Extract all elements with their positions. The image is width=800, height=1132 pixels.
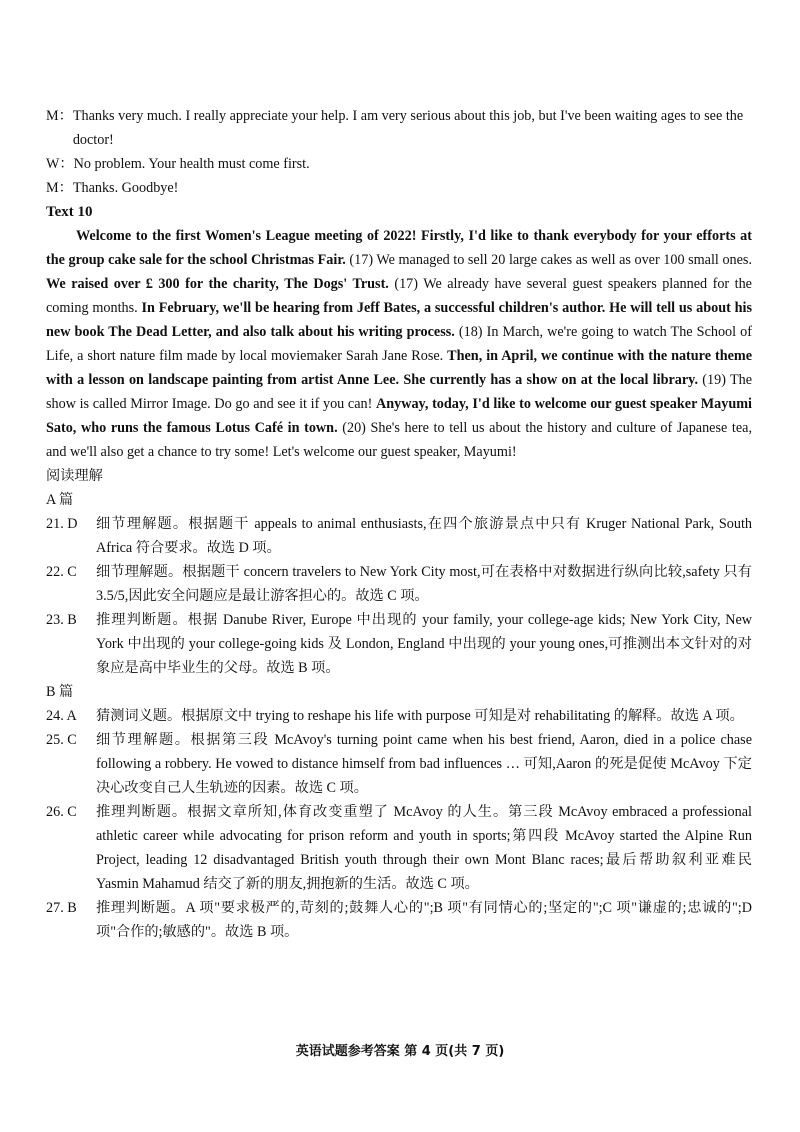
answer-item (46, 512, 752, 560)
speaker: M： (46, 108, 73, 124)
answer-item (46, 560, 752, 608)
answer-item (46, 608, 752, 680)
part-a-label: A 篇 (46, 492, 74, 508)
text-10-heading: Text 10 (46, 204, 93, 220)
answer-explanation: 细节理解题。根据题干 concern travelers to New York City most,可在表格中对数据进行纵向比较,safety 只有 3.5/5,因此安全问题应是最让游客担心的。故选 C 项。 (96, 564, 752, 604)
transcript-text: (20) She's here to tell us about the history and culture of Japanese tea, and we'll also get a chance to try some! Let's welcome our guest speaker, Mayumi! (46, 420, 753, 460)
utterance: Thanks. Goodbye! (72, 180, 179, 196)
answer-explanation: 推理判断题。根据文章所知,体育改变重塑了 McAvoy 的人生。第三段 McAvoy embraced a professional athletic career while advocating for prison reform and youth in sports;第四段 McAvoy started the Alpine Run Project, leading 12 disadvantaged British youth through their own Mont Blanc races;最后帮助叙利亚难民 Yasmin Mahamud 结交了新的朋友,拥抱新的生活。故选 C 项。 (96, 804, 752, 892)
transcript-text: (19) The show is called Mirror Image. Do go and see it if you can! (46, 372, 753, 412)
answer-page (46, 104, 752, 944)
reading-section-title: 阅读理解 (46, 468, 103, 484)
answer-explanation: 细节理解题。根据第三段 McAvoy's turning point came when his best friend, Aaron, died in a police chase following a robbery. He vowed to distance himself from bad influences … 可知,Aaron 的死是促使 McAvoy 下定决心改变自己人生轨迹的因素。故选 C 项。 (96, 732, 752, 796)
part-b-label: B 篇 (46, 684, 74, 700)
utterance: No problem. Your health must come first. (73, 156, 310, 172)
transcript-text: (17) We already have several guest speakers planned for the coming months. (46, 276, 752, 316)
dialogue-line (46, 176, 752, 200)
answer-item (46, 800, 752, 896)
part-b-answers (46, 704, 752, 944)
answer-explanation: 猜测词义题。根据原文中 trying to reshape his life with purpose 可知是对 rehabilitating 的解释。故选 A 项。 (96, 708, 744, 724)
answer-number: 22. C (46, 564, 77, 580)
answer-item (46, 728, 752, 800)
dialogue (46, 104, 752, 200)
dialogue-line (46, 104, 752, 152)
answer-explanation: 推理判断题。A 项"要求极严的,苛刻的;鼓舞人心的";B 项"有同情心的;坚定的";C 项"谦虚的;忠诚的";D 项"合作的;敏感的"。故选 B 项。 (96, 900, 752, 940)
transcript-key-sentence: In February, we'll be hearing from Jeff Bates, a successful children's author. He will tell us about his new book The Dead Letter, and also talk about his writing process. (46, 300, 752, 340)
page-footer: 英语试题参考答案 第 4 页(共 7 页) (295, 1044, 505, 1059)
answer-explanation: 细节理解题。根据题干 appeals to animal enthusiasts,在四个旅游景点中只有 Kruger National Park, South Africa 符合要求。故选 D 项。 (96, 516, 752, 556)
answer-number: 24. A (46, 708, 77, 724)
transcript-key-sentence: We raised over £ 300 for the charity, The Dogs' Trust. (46, 276, 389, 292)
transcript-key-sentence: Anyway, today, I'd like to welcome our guest speaker Mayumi Sato, who runs the famous Lotus Café in town. (46, 396, 752, 436)
dialogue-line (46, 152, 752, 176)
speaker: M： (46, 180, 73, 196)
answer-item (46, 896, 752, 944)
speaker: W： (46, 156, 74, 172)
transcript-key-sentence: Welcome to the first Women's League meeting of 2022! Firstly, I'd like to thank everybody for your efforts at the group cake sale for the school Christmas Fair. (46, 228, 752, 268)
answer-explanation: 推理判断题。根据 Danube River, Europe 中出现的 your family, your college-age kids; New York City, New York 中出现的 your college-going kids 及 London, England 中出现的 your young ones,可推测出本文针对的对象应是高中毕业生的父母。故选 B 项。 (96, 612, 752, 676)
answer-number: 25. C (46, 732, 77, 748)
part-a-answers (46, 512, 752, 680)
answer-number: 26. C (46, 804, 77, 820)
transcript-key-sentence: Then, in April, we continue with the nature theme with a lesson on landscape painting from artist Anne Lee. She currently has a show on at the local library. (46, 348, 752, 388)
answer-item (46, 704, 752, 728)
transcript-text: (17) We managed to sell 20 large cakes as well as over 100 small ones. (345, 252, 752, 268)
answer-number: 21. D (46, 516, 78, 532)
transcript-text: (18) In March, we're going to watch The School of Life, a short nature film made by local moviemaker Sarah Jane Rose. (46, 324, 752, 364)
answer-number: 27. B (46, 900, 77, 916)
answer-number: 23. B (46, 612, 77, 628)
text-10-paragraph (46, 224, 752, 464)
utterance: Thanks very much. I really appreciate your help. I am very serious about this job, but I've been waiting ages to see the doctor! (72, 108, 744, 148)
